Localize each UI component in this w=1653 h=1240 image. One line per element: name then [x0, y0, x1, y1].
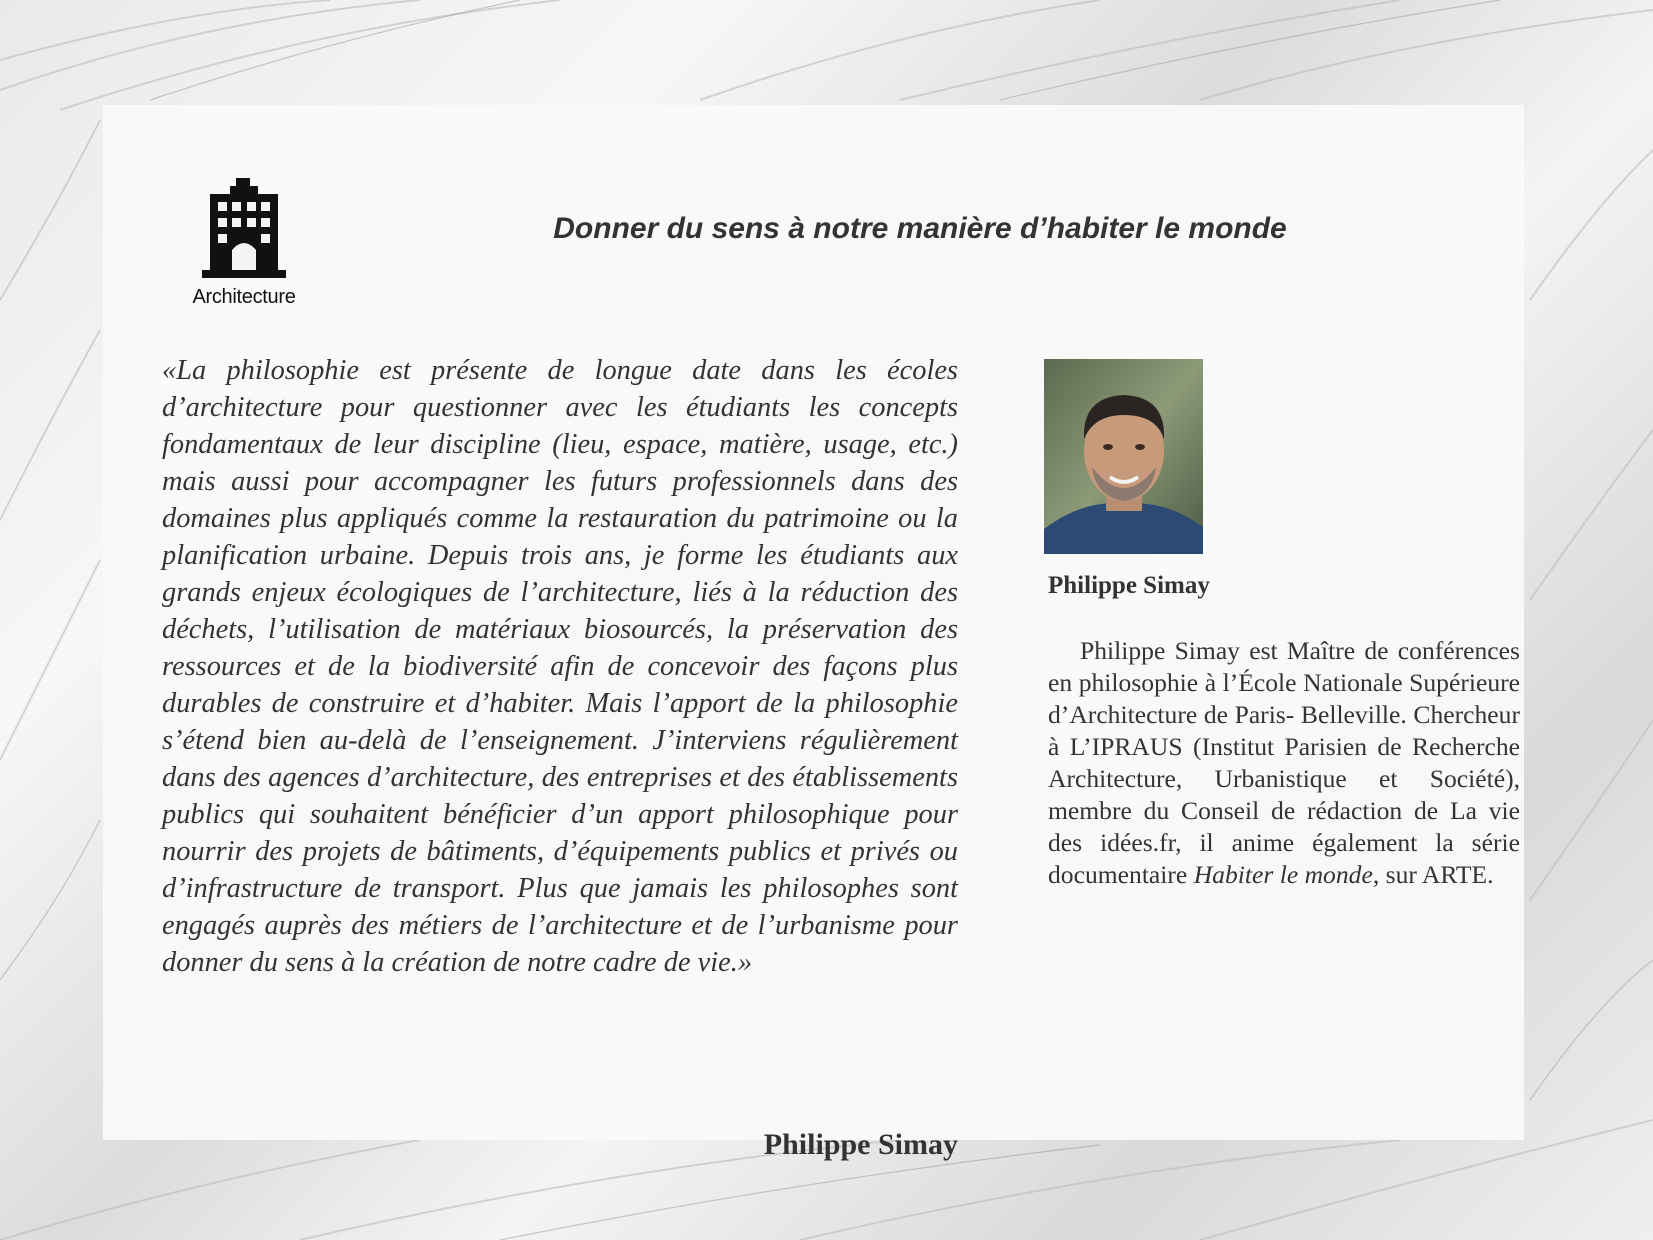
building-icon [202, 178, 286, 280]
series-title: Habiter le monde [1193, 860, 1373, 889]
quote-author: Philippe Simay [763, 1128, 958, 1161]
page-title: Donner du sens à notre manière d’habiter le monde [553, 212, 1287, 245]
quote-text: «La philosophie est présente de longue date dans les écoles d’architecture pour questionner avec les étudiants les concepts fondamentaux de leur discipline (lieu, espace, matière, usage, etc.) mais aussi pour accompagner les futurs professionnels dans des domaines plus appliqués comme la restauration du patrimoine ou la planification urbaine. Depuis trois ans, je forme les étudiants aux grands enjeux écologiques de l’architecture, liés à la réduction des déchets, l’utilisation de matériaux biosourcés, la préservation des ressources et de la biodiversité afin de concevoir des façons plus durables de construire et d’habiter. Mais l’apport de la philosophie s’étend bien au-delà de l’enseignement. J’interviens régulièrement dans des agences d’architecture, des entreprises et des établissements publics qui souhaitent bénéficier d’un apport philosophique pour nourrir des projets de bâtiments, d’équipements publics et privés ou d’infrastructure de transport. Plus que jamais les philosophes sont engagés auprès des métiers de l’architecture et de l’urbanisme pour donner du sens à la création de notre cadre de vie.» [162, 355, 958, 978]
bio-text-start: Philippe Simay est Maître de conférences en philosophie à l’École Nationale Supérieure d’Architecture de Paris- Belleville. Chercheur à L’IPRAUS (Institut Parisien de Recherche Architecture, Urbanistique et Société), membre du Conseil de rédaction de La vie des idées.fr, il anime également la série documentaire [1048, 636, 1520, 889]
author-photo [1044, 359, 1203, 554]
bio-name: Philippe Simay [1048, 572, 1210, 599]
bio-text-end: , sur ARTE. [1372, 860, 1494, 889]
logo-label: Architecture [192, 286, 296, 308]
bio-text [1048, 635, 1520, 891]
architecture-logo [178, 178, 310, 309]
